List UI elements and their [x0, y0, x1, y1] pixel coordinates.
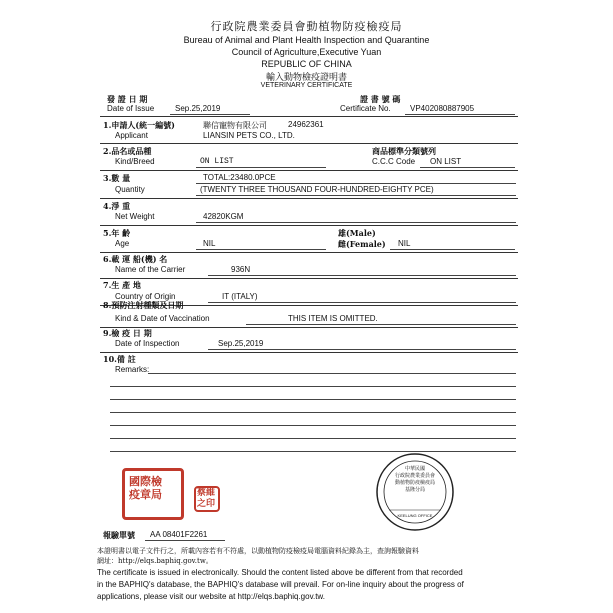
- sex-underline: [390, 249, 515, 250]
- certificate-title-zh: 輸入動物檢疫證明書: [265, 73, 347, 83]
- round-stamp-line: 基隆分局: [404, 487, 425, 493]
- applicant-name: LIANSIN PETS CO., LTD.: [203, 131, 295, 140]
- quantity-label-zh: 3.數 量: [103, 173, 131, 183]
- kind-underline: [196, 167, 326, 168]
- row-divider: [100, 352, 518, 353]
- quantity-total: TOTAL:23480.0PCE: [203, 173, 276, 182]
- inspection-underline: [208, 349, 516, 350]
- vaccination-label: Kind & Date of Vaccination: [115, 314, 210, 323]
- kind-label-zh: 2.品名或品種: [103, 146, 152, 156]
- female-label: 雌(Female): [338, 239, 386, 249]
- carrier-value: 936N: [231, 265, 251, 274]
- cert-no-value: VP402080887905: [410, 104, 475, 113]
- ccc-underline: [420, 167, 515, 168]
- report-no-label: 報驗單號: [103, 530, 135, 540]
- weight-underline: [196, 222, 516, 223]
- certificate-title-en: VETERINARY CERTIFICATE: [260, 82, 353, 89]
- council-name-en: Council of Agriculture,Executive Yuan: [231, 47, 382, 57]
- age-underline: [196, 249, 326, 250]
- remarks-label-zh: 10.備 註: [103, 354, 136, 364]
- top-rule: [100, 116, 518, 117]
- weight-label: Net Weight: [115, 212, 155, 221]
- origin-label-zh: 7.生 產 地: [103, 280, 141, 290]
- origin-underline: [208, 302, 516, 303]
- official-seal-stamp: 國際檢 疫章局: [122, 468, 184, 520]
- ccc-label-zh: 商品標準分類號列: [372, 146, 436, 156]
- issue-date-label: Date of Issue: [107, 104, 155, 113]
- agency-name-zh: 行政院農業委員會動植物防疫檢疫局: [210, 20, 403, 33]
- quantity-label: Quantity: [115, 185, 145, 194]
- country-name: REPUBLIC OF CHINA: [261, 59, 352, 69]
- row-divider: [100, 278, 518, 279]
- sex-value: NIL: [398, 239, 411, 248]
- round-stamp-bottom: KEELUNG OFFICE: [397, 513, 433, 518]
- quantity-underline-2: [196, 195, 516, 196]
- applicant-name-zh: 聯信寵物有限公司: [203, 121, 267, 130]
- applicant-id: 24962361: [288, 120, 324, 129]
- quantity-underline-1: [196, 183, 516, 184]
- remarks-line: [110, 451, 516, 452]
- age-value: NIL: [203, 239, 216, 248]
- origin-value: IT (ITALY): [222, 292, 258, 301]
- vaccination-underline: [246, 324, 516, 325]
- ccc-label: C.C.C Code: [372, 157, 416, 166]
- round-office-stamp: [375, 452, 455, 532]
- row-divider: [100, 143, 518, 144]
- cert-no-label: Certificate No.: [340, 104, 391, 113]
- inspection-label-zh: 9.檢 疫 日 期: [103, 328, 152, 338]
- remarks-line: [110, 399, 516, 400]
- agency-name-en: Bureau of Animal and Plant Health Inspection and Quarantine: [183, 35, 430, 45]
- row-divider: [100, 170, 518, 171]
- notice-zh: 本證明書以電子文件行之，所載內容若有不符處，以動植物防疫檢疫局電腦資料紀錄為主，查詢報驗資料: [97, 547, 419, 555]
- notice-zh-url: 網址：http://elqs.baphiq.gov.tw。: [97, 557, 213, 565]
- origin-label: Country of Origin: [115, 292, 176, 301]
- issue-date-underline: [170, 114, 250, 115]
- remarks-line: [110, 412, 516, 413]
- applicant-label-zh: 1.申請人(統一編號): [103, 120, 175, 130]
- row-divider: [100, 198, 518, 199]
- ccc-value: ON LIST: [430, 157, 462, 166]
- vaccination-label-zh: 8.預防注射種類及日期: [103, 300, 184, 310]
- remarks-line: [148, 373, 516, 374]
- carrier-label: Name of the Carrier: [115, 265, 186, 274]
- notice-en-line: applications, please visit our website at http://elqs.baphiq.gov.tw.: [97, 592, 325, 601]
- issue-date-value: Sep.25,2019: [175, 104, 221, 113]
- carrier-underline: [208, 275, 516, 276]
- round-stamp-line: 中華民國: [404, 466, 425, 472]
- notice-en-line: The certificate is issued in electronically. Should the content listed above be different from that recorded: [97, 568, 463, 577]
- inspector-seal-stamp: 蔡維 之印: [194, 486, 220, 512]
- round-stamp-line: 行政院農業委員會: [394, 473, 435, 479]
- applicant-label: Applicant: [115, 131, 148, 140]
- remarks-line: [110, 438, 516, 439]
- round-stamp-line: 動植物防疫檢疫局: [394, 480, 435, 486]
- row-divider: [100, 252, 518, 253]
- age-label: Age: [115, 239, 130, 248]
- age-label-zh: 5.年 齡: [103, 228, 131, 238]
- remarks-label: Remarks:: [115, 365, 150, 374]
- notice-en-line: in the BAPHIQ's database, the BAPHIQ's database will prevail. For on-line inquiry about the progress of: [97, 580, 464, 589]
- weight-value: 42820KGM: [203, 212, 244, 221]
- inspection-label: Date of Inspection: [115, 339, 180, 348]
- kind-value: ON LIST: [200, 157, 234, 166]
- remarks-line: [110, 386, 516, 387]
- remarks-line: [110, 425, 516, 426]
- quantity-words: (TWENTY THREE THOUSAND FOUR-HUNDRED-EIGHTY PCE): [200, 185, 434, 194]
- report-no-underline: [145, 540, 225, 541]
- issue-date-label-zh: 發 證 日 期: [107, 94, 148, 104]
- weight-label-zh: 4.淨 重: [103, 201, 131, 211]
- carrier-label-zh: 6.載 運 船(機) 名: [103, 254, 168, 264]
- report-no-value: AA 08401F2261: [150, 530, 208, 539]
- row-divider: [100, 225, 518, 226]
- vaccination-value: THIS ITEM IS OMITTED.: [288, 314, 378, 323]
- inspection-value: Sep.25,2019: [218, 339, 264, 348]
- cert-no-label-zh: 證 書 號 碼: [360, 94, 401, 104]
- cert-no-underline: [405, 114, 515, 115]
- male-label: 雄(Male): [338, 228, 376, 238]
- row-divider: [100, 327, 518, 328]
- kind-label: Kind/Breed: [115, 157, 155, 166]
